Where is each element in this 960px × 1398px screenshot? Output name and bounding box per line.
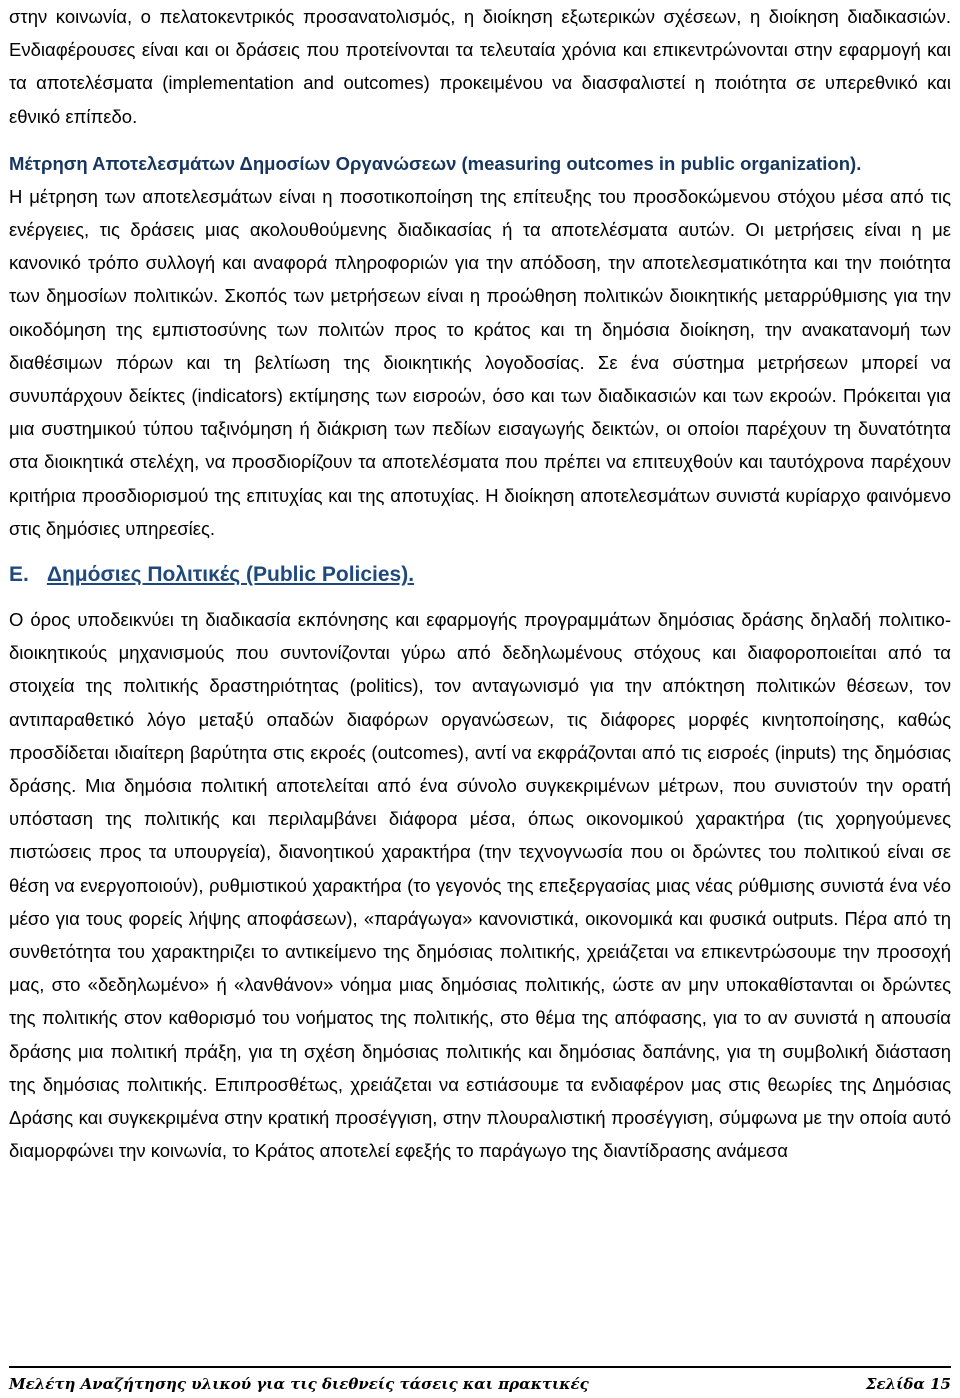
spacer <box>9 595 951 603</box>
measurement-paragraph: Η μέτρηση των αποτελεσμάτων είναι η ποσοτικοποίηση της επίτευξης του προσδοκώμενου στόχου μέσα από τις ενέργειες, τις δράσεις μιας ακολουθούμενης διαδικασίας ή τα αποτελέσματα αυτών. Οι μετρήσεις είναι η με κανονικό τρόπο συλλογή και αναφορά πληροφοριών για την απόδοση, την αποτελεσματικότητα και την ποιότητα των δημοσίων πολιτικών. Σκοπός των μετρήσεων είναι η προώθηση πολιτικών διοικητικής μεταρρύθμισης για την οικοδόμηση της εμπιστοσύνης των πολιτών προς το κράτος και τη δημόσια διοίκηση, την ανακατανομή των διαθέσιμων πόρων και τη βελτίωση της διοικητικής λογοδοσίας. Σε ένα σύστημα μετρήσεων μπορεί να συνυπάρχουν δείκτες (indicators) εκτίμησης των εισροών, όσο και των διαδικασιών και των εκροών. Πρόκειται για μια συστημικού τύπου ταξινόμηση ή διάκριση των πεδίων εισαγωγής δεικτών, οι οποίοι παρέχουν τη δυνατότητα στα διοικητικά στελέχη, να προσδιορίζουν τα αποτελέσματα που πρέπει να επιτευχθούν και ταυτόχρονα παρέχουν κριτήρια προσδιορισμού της επιτυχίας και της αποτυχίας. Η διοίκηση αποτελεσμάτων συνιστά κυρίαρχο φαινόμενο στις δημόσιες υπηρεσίες. <box>9 185 951 539</box>
intro-paragraph: στην κοινωνία, ο πελατοκεντρικός προσανατολισμός, η διοίκηση εξωτερικών σχέσεων, η διοίκηση διαδικασιών. Ενδιαφέρουσες είναι και οι δράσεις που προτείνονται τα τελευταία χρόνια και επικεντρώνονται στην εφαρμογή και τα αποτελέσματα (implementation and outcomes) προκειμένου να διασφαλιστεί η ποιότητα σε υπερεθνικό και εθνικό επίπεδο. <box>9 6 951 127</box>
page-number: Σελίδα 15 <box>865 1375 951 1393</box>
section-heading <box>9 555 951 595</box>
footer-divider <box>9 1366 951 1368</box>
page-footer <box>9 1373 951 1395</box>
policies-paragraph: Ο όρος υποδεικνύει τη διαδικασία εκπόνησης και εφαρμογής προγραμμάτων δημόσιας δράσης δηλαδή πολιτικο-διοικητικούς μηχανισμούς που συντονίζονται γύρω από δεδηλωμένους στόχους και διαφοροποιείται από τα στοιχεία της πολιτικής δραστηριότητας (politics), τον ανταγωνισμό για την απόκτηση πολιτικών θέσεων, τον αντιπαραθετικό λόγο μεταξύ οπαδών διαφόρων οργανώσεων, τις διάφορες μορφές κινητοποίησης, καθώς προσδίδεται ιδιαίτερη βαρύτητα στις εκροές (outcomes), αντί να εκφράζονται από τις εισροές (inputs) της δημόσιας δράσης. Μια δημόσια πολιτική αποτελείται από ένα σύνολο συγκεκριμένων μέτρων, που συνιστούν την ορατή υπόσταση της πολιτικής και περιλαμβάνει διάφορα μέσα, όπως οικονομικού χαρακτήρα (τις χορηγούμενες πιστώσεις προς τα υπουργεία), διανοητικού χαρακτήρα (την τεχνογνωσία που οι δρώντες του πολιτικού είναι σε θέση να ενεργοποιούν), ρυθμιστικού χαρακτήρα (το γεγονός της επεξεργασίας μιας νέας ρύθμισης συνιστά ένα νέο μέσο για τους φορείς λήψης αποφάσεων), «παράγωγα» κανονιστικά, οικονομικά και φυσικά outputs. Πέρα από τη συνθετότητα του χαρακτηριζει το αντικείμενο της δημόσιας πολιτικής, χρειάζεται να επικεντρώσουμε την προσοχή μας, στο «δεδηλωμένο» ή «λανθάνον» νόημα μιας δημόσιας πολιτικής, ώστε αν μην υποκαθίστανται οι δρώντες της πολιτικής στον καθορισμό του νοήματος της πολιτικής, στο θέμα της απόφασης, για το αν συνιστά η απουσία δράσης μια πολιτική πράξη, για τη σχέση δημόσιας πολιτικής και δημόσιας δαπάνης, για τη συμβολική διάσταση της δημόσιας πολιτικής. Επιπροσθέτως, χρειάζεται να εστιάσουμε τα ενδιαφέρον μας στις θεωρίες της Δημόσιας Δράσης και συγκεκριμένα στην κρατική προσέγγιση, στην πλουραλιστική προσέγγιση, σύμφωνα με την οποία αυτό διαμορφώνει την κοινωνία, το Κράτος αποτελεί εφεξής το παράγωγο της διαντίδρασης ανάμεσα <box>9 609 951 1162</box>
measurement-subheading: Μέτρηση Αποτελεσμάτων Δημοσίων Οργανώσεων (measuring outcomes in public organization). <box>9 152 862 174</box>
footer-title: Μελέτη Αναζήτησης υλικού για τις διεθνείς τάσεις και πρακτικές <box>9 1375 589 1393</box>
section-title: Δημόσιες Πολιτικές (Public Policies). <box>46 563 415 587</box>
section-number: Ε. <box>9 563 29 587</box>
